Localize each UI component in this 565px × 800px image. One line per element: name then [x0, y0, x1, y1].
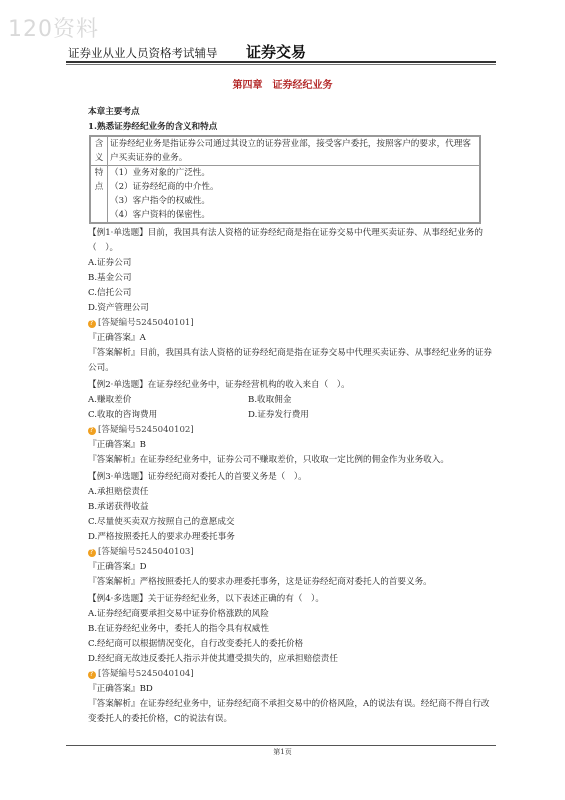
- answer-analysis: 『答案解析』严格按照委托人的要求办理委托事务，这是证券经纪商对委托人的首要义务。: [88, 577, 432, 587]
- option-row: [88, 408, 496, 423]
- list-item: （4）客户资料的保密性。: [110, 210, 210, 220]
- answer-code: [答疑编号5245040102]: [98, 425, 194, 435]
- correct-answer: 『正确答案』D: [88, 562, 147, 572]
- answer-code-link[interactable]: [88, 545, 496, 560]
- option: C.尽量使买卖双方按照自己的意愿成交: [88, 517, 235, 527]
- table-cell: 证券经纪业务是指证券公司通过其设立的证券营业部，接受客户委托，按照客户的要求，代理客户买卖证券的业务。: [108, 136, 481, 166]
- question-3: [88, 470, 496, 590]
- answer-code: [答疑编号5245040103]: [98, 547, 194, 557]
- option: D.资产管理公司: [88, 303, 149, 313]
- watermark: 120资料: [8, 17, 99, 42]
- table-label: 含义: [90, 136, 108, 166]
- option: A.赚取差价: [88, 395, 132, 405]
- option: D.证券发行费用: [248, 410, 309, 420]
- question-icon: [88, 671, 96, 679]
- option: D.严格按照委托人的要求办理委托事务: [88, 532, 235, 542]
- correct-answer: 『正确答案』BD: [88, 684, 153, 694]
- header-left-title: 证券业从业人员资格考试辅导: [68, 46, 218, 60]
- table-label: 特点: [90, 166, 108, 224]
- definition-table: [89, 135, 481, 224]
- header-rule-thin: [66, 64, 496, 65]
- answer-code-link[interactable]: [88, 316, 496, 331]
- answer-code: [答疑编号5245040101]: [98, 318, 194, 328]
- option: B.在证券经纪业务中，委托人的指令具有权威性: [88, 624, 269, 634]
- question-icon: [88, 549, 96, 557]
- question-stem: 【例1·单选题】目前，我国具有法人资格的证券经纪商是指在证券交易中代理买卖证券、从事经纪业务的（ ）。: [88, 228, 483, 253]
- question-stem: 【例3·单选题】证券经纪商对委托人的首要义务是（ ）。: [88, 472, 307, 482]
- option: A.承担赔偿责任: [88, 487, 149, 497]
- table-row: [90, 166, 480, 224]
- option: C.收取的咨询费用: [88, 410, 158, 420]
- header-rule: [66, 61, 496, 63]
- option: B.承诺获得收益: [88, 502, 149, 512]
- option-row: [88, 393, 496, 408]
- question-1: [88, 226, 496, 376]
- option: B.基金公司: [88, 273, 132, 283]
- table-row: [90, 136, 480, 166]
- answer-code: [答疑编号5245040104]: [98, 669, 194, 679]
- section-heading: 本章主要考点: [88, 107, 140, 117]
- list-item: （2）证券经纪商的中介性。: [110, 182, 219, 192]
- question-stem: 【例2·单选题】在证券经纪业务中，证券经营机构的收入来自（ ）。: [88, 380, 350, 390]
- answer-analysis: 『答案解析』在证券经纪业务中，证券公司不赚取差价，只收取一定比例的佣金作为业务收入。: [88, 455, 449, 465]
- option: A.证券公司: [88, 258, 132, 268]
- page-number: 第1页: [273, 748, 292, 756]
- question-4: [88, 592, 496, 727]
- correct-answer: 『正确答案』B: [88, 440, 146, 450]
- option: B.收取佣金: [248, 395, 292, 405]
- option: C.信托公司: [88, 288, 132, 298]
- page-content: [88, 105, 496, 727]
- answer-analysis: 『答案解析』在证券经纪业务中，证券经纪商不承担交易中的价格风险，A的说法有误。经纪商不得自行改变委托人的委托价格，C的说法有误。: [88, 699, 490, 724]
- point-heading: 1.熟悉证券经纪业务的含义和特点: [88, 122, 218, 132]
- option: C.经纪商可以根据情况变化，自行改变委托人的委托价格: [88, 639, 304, 649]
- correct-answer: 『正确答案』A: [88, 333, 146, 343]
- option: A.证券经纪商要承担交易中证券价格涨跌的风险: [88, 609, 269, 619]
- question-icon: [88, 320, 96, 328]
- chapter-title: 第四章 证券经纪业务: [232, 80, 333, 91]
- question-icon: [88, 427, 96, 435]
- question-2: [88, 378, 496, 468]
- footer-rule: [66, 745, 496, 746]
- answer-code-link[interactable]: [88, 667, 496, 682]
- list-item: （3）客户指令的权威性。: [110, 196, 210, 206]
- question-stem: 【例4·多选题】关于证券经纪业务，以下表述正确的有（ ）。: [88, 594, 324, 604]
- header-right-title: 证券交易: [246, 43, 307, 61]
- table-cell: [108, 166, 481, 224]
- list-item: （1）业务对象的广泛性。: [110, 168, 210, 178]
- answer-analysis: 『答案解析』目前，我国具有法人资格的证券经纪商是指在证券交易中代理买卖证券、从事经纪业务的证券公司。: [88, 348, 492, 373]
- option: D.经纪商无故违反委托人指示并使其遭受损失的，应承担赔偿责任: [88, 654, 338, 664]
- answer-code-link[interactable]: [88, 423, 496, 438]
